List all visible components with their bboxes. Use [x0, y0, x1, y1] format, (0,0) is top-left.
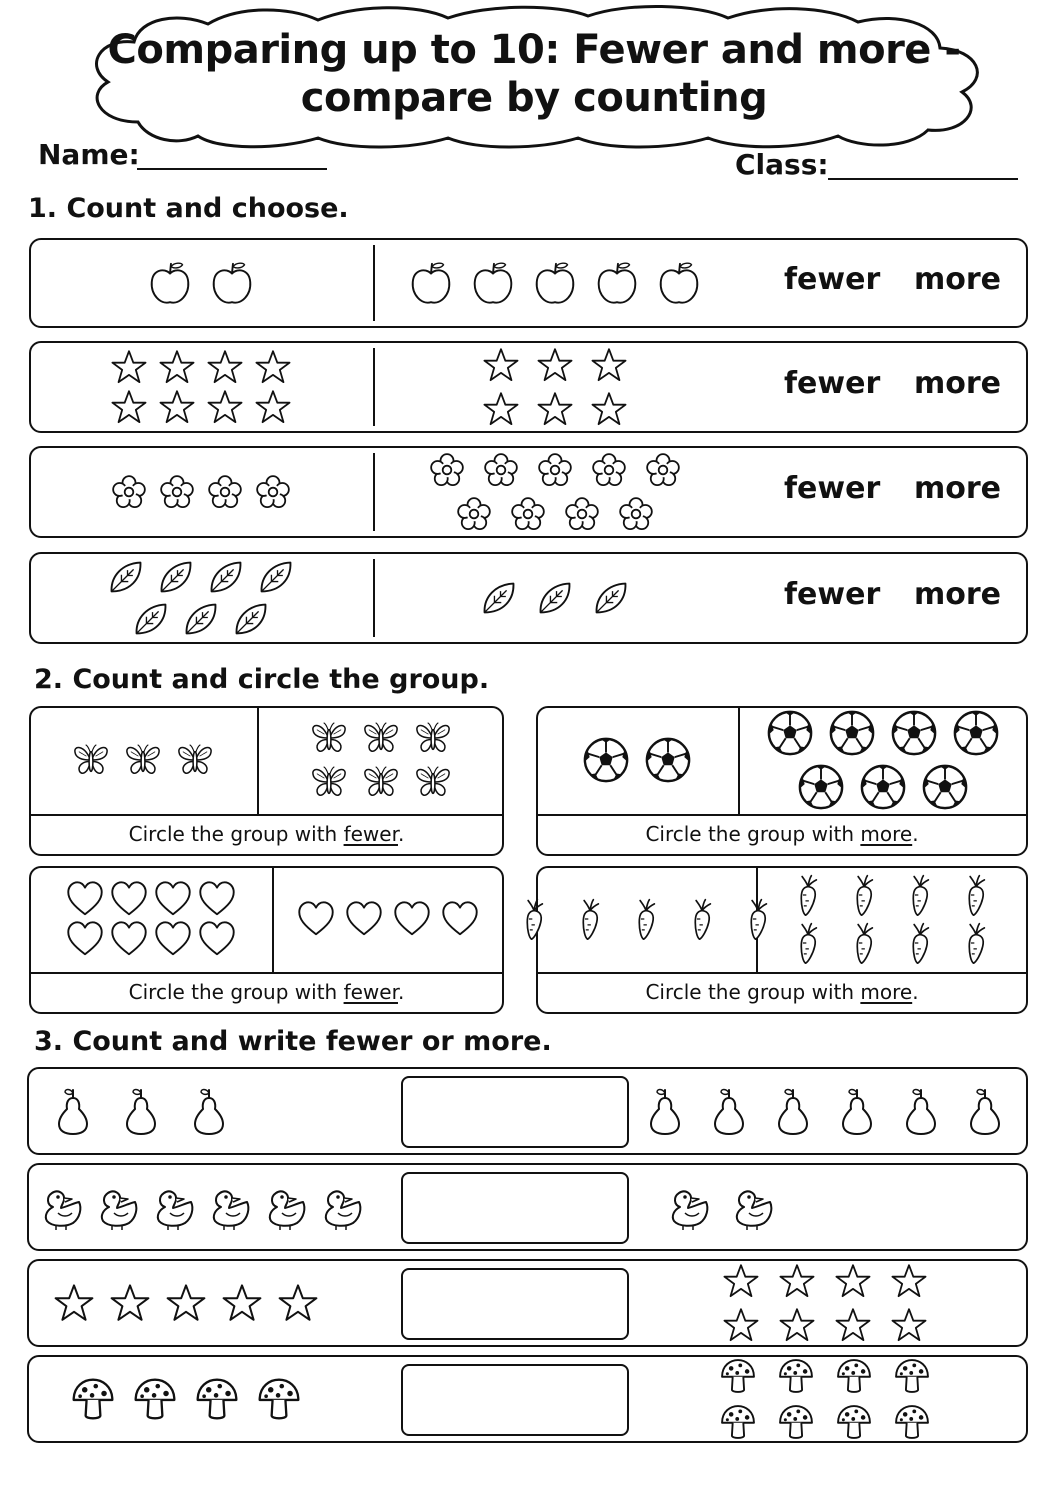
fewer-option[interactable]: fewer — [784, 366, 881, 401]
soccer-ball-icon — [859, 763, 907, 811]
instruction-target-word: more — [860, 822, 913, 846]
name-label: Name: — [38, 138, 140, 171]
butterfly-icon — [310, 763, 348, 801]
caption-divider — [536, 972, 1028, 974]
mushroom-icon — [132, 1376, 178, 1422]
star-icon — [779, 1307, 815, 1343]
mushroom-icon — [893, 1357, 931, 1395]
butterfly-icon — [362, 719, 400, 757]
heart-icon — [154, 920, 192, 958]
caption-divider — [29, 972, 504, 974]
duck-icon — [148, 1182, 198, 1232]
flower-icon — [111, 474, 147, 510]
class-field[interactable] — [828, 178, 1018, 180]
apple-icon — [469, 259, 517, 307]
instruction-period: . — [912, 980, 919, 1004]
heart-icon — [154, 880, 192, 918]
leaf-icon — [232, 600, 270, 638]
circle-instruction — [536, 822, 1028, 846]
pear-icon — [48, 1086, 98, 1136]
heart-icon — [297, 900, 335, 938]
butterfly-icon — [414, 763, 452, 801]
group-divider — [373, 559, 375, 637]
carrot-icon — [787, 874, 829, 916]
carrot-icon — [513, 898, 555, 940]
mushroom-icon — [256, 1376, 302, 1422]
star-icon — [111, 349, 147, 385]
carrot-icon — [955, 922, 997, 964]
pear-icon — [116, 1086, 166, 1136]
star-icon — [207, 389, 243, 425]
star-icon — [159, 389, 195, 425]
apple-icon — [531, 259, 579, 307]
mushroom-icon — [194, 1376, 240, 1422]
instruction-period: . — [912, 822, 919, 846]
page-title — [78, 26, 990, 122]
heart-icon — [66, 880, 104, 918]
instruction-target-word: fewer — [343, 980, 398, 1004]
pear-icon — [832, 1086, 882, 1136]
duck-icon — [316, 1182, 366, 1232]
flower-icon — [429, 452, 465, 488]
star-icon — [207, 349, 243, 385]
heart-icon — [110, 880, 148, 918]
soccer-ball-icon — [828, 709, 876, 757]
flower-icon — [510, 496, 546, 532]
instruction-text: Circle the group with — [128, 822, 344, 846]
carrot-icon — [681, 898, 723, 940]
star-icon — [54, 1283, 94, 1323]
page-title-line2: compare by counting — [300, 75, 768, 121]
answer-input-box[interactable] — [401, 1268, 629, 1340]
flower-icon — [645, 452, 681, 488]
duck-icon — [36, 1182, 86, 1232]
star-icon — [159, 349, 195, 385]
pear-icon — [704, 1086, 754, 1136]
soccer-ball-icon — [766, 709, 814, 757]
name-field[interactable] — [137, 168, 327, 170]
butterfly-icon — [310, 719, 348, 757]
section2-title: 2. Count and circle the group. — [34, 664, 490, 695]
apple-icon — [208, 259, 256, 307]
instruction-text: Circle the group with — [645, 822, 861, 846]
instruction-period: . — [397, 822, 405, 846]
answer-input-box[interactable] — [401, 1172, 629, 1244]
more-option[interactable]: more — [914, 471, 1002, 506]
leaf-icon — [132, 600, 170, 638]
mushroom-icon — [835, 1357, 873, 1395]
duck-icon — [92, 1182, 142, 1232]
leaf-icon — [182, 600, 220, 638]
pear-icon — [184, 1086, 234, 1136]
leaf-icon — [157, 558, 195, 596]
flower-icon — [618, 496, 654, 532]
star-icon — [110, 1283, 150, 1323]
more-option[interactable]: more — [914, 262, 1002, 297]
section1-title: 1. Count and choose. — [28, 193, 349, 224]
group-divider — [373, 348, 375, 426]
soccer-ball-icon — [644, 736, 692, 784]
star-icon — [483, 347, 519, 383]
star-icon — [255, 389, 291, 425]
pear-icon — [640, 1086, 690, 1136]
leaf-icon — [536, 579, 574, 617]
butterfly-icon — [124, 741, 162, 779]
star-icon — [779, 1263, 815, 1299]
soccer-ball-icon — [890, 709, 938, 757]
star-icon — [835, 1307, 871, 1343]
pear-icon — [768, 1086, 818, 1136]
mushroom-icon — [719, 1357, 757, 1395]
duck-icon — [663, 1182, 713, 1232]
pear-icon — [960, 1086, 1010, 1136]
star-icon — [166, 1283, 206, 1323]
apple-icon — [146, 259, 194, 307]
leaf-icon — [480, 579, 518, 617]
mushroom-icon — [893, 1403, 931, 1441]
star-icon — [891, 1307, 927, 1343]
more-option[interactable]: more — [914, 366, 1002, 401]
mushroom-icon — [70, 1376, 116, 1422]
more-option[interactable]: more — [914, 577, 1002, 612]
flower-icon — [591, 452, 627, 488]
star-icon — [723, 1263, 759, 1299]
flower-icon — [159, 474, 195, 510]
heart-icon — [198, 880, 236, 918]
apple-icon — [655, 259, 703, 307]
mushroom-icon — [835, 1403, 873, 1441]
flower-icon — [537, 452, 573, 488]
carrot-icon — [787, 922, 829, 964]
group-divider — [272, 868, 274, 972]
caption-divider — [536, 814, 1028, 816]
instruction-text: Circle the group with — [645, 980, 861, 1004]
duck-icon — [204, 1182, 254, 1232]
instruction-period: . — [397, 980, 405, 1004]
carrot-icon — [899, 874, 941, 916]
butterfly-icon — [414, 719, 452, 757]
soccer-ball-icon — [921, 763, 969, 811]
section3-title: 3. Count and write fewer or more. — [34, 1026, 552, 1057]
group-divider — [257, 708, 259, 814]
star-icon — [483, 391, 519, 427]
class-label: Class: — [735, 148, 829, 181]
duck-icon — [260, 1182, 310, 1232]
caption-divider — [29, 814, 504, 816]
butterfly-icon — [176, 741, 214, 779]
heart-icon — [345, 900, 383, 938]
star-icon — [537, 347, 573, 383]
apple-icon — [407, 259, 455, 307]
heart-icon — [441, 900, 479, 938]
soccer-ball-icon — [797, 763, 845, 811]
circle-instruction — [29, 822, 504, 846]
heart-icon — [393, 900, 431, 938]
carrot-icon — [625, 898, 667, 940]
carrot-icon — [899, 922, 941, 964]
circle-instruction — [29, 980, 504, 1004]
soccer-ball-icon — [952, 709, 1000, 757]
star-icon — [278, 1283, 318, 1323]
star-icon — [591, 347, 627, 383]
leaf-icon — [207, 558, 245, 596]
star-icon — [723, 1307, 759, 1343]
group-divider — [738, 708, 740, 814]
page-title-line1: Comparing up to 10: Fewer and more - — [107, 27, 961, 73]
heart-icon — [110, 920, 148, 958]
star-icon — [111, 389, 147, 425]
carrot-icon — [843, 922, 885, 964]
heart-icon — [66, 920, 104, 958]
instruction-text: Circle the group with — [128, 980, 344, 1004]
apple-icon — [593, 259, 641, 307]
leaf-icon — [107, 558, 145, 596]
mushroom-icon — [777, 1357, 815, 1395]
star-icon — [835, 1263, 871, 1299]
carrot-icon — [955, 874, 997, 916]
flower-icon — [207, 474, 243, 510]
group-divider — [373, 245, 375, 321]
duck-icon — [727, 1182, 777, 1232]
butterfly-icon — [362, 763, 400, 801]
mushroom-icon — [719, 1403, 757, 1441]
star-icon — [891, 1263, 927, 1299]
pear-icon — [896, 1086, 946, 1136]
leaf-icon — [592, 579, 630, 617]
flower-icon — [456, 496, 492, 532]
carrot-icon — [569, 898, 611, 940]
flower-icon — [564, 496, 600, 532]
star-icon — [222, 1283, 262, 1323]
soccer-ball-icon — [582, 736, 630, 784]
circle-instruction — [536, 980, 1028, 1004]
answer-input-box[interactable] — [401, 1364, 629, 1436]
answer-input-box[interactable] — [401, 1076, 629, 1148]
fewer-option[interactable]: fewer — [784, 471, 881, 506]
instruction-target-word: fewer — [343, 822, 398, 846]
leaf-icon — [257, 558, 295, 596]
fewer-option[interactable]: fewer — [784, 262, 881, 297]
star-icon — [537, 391, 573, 427]
instruction-target-word: more — [860, 980, 913, 1004]
mushroom-icon — [777, 1403, 815, 1441]
carrot-icon — [843, 874, 885, 916]
fewer-option[interactable]: fewer — [784, 577, 881, 612]
star-icon — [591, 391, 627, 427]
flower-icon — [255, 474, 291, 510]
group-divider — [373, 453, 375, 531]
heart-icon — [198, 920, 236, 958]
carrot-icon — [737, 898, 779, 940]
flower-icon — [483, 452, 519, 488]
star-icon — [255, 349, 291, 385]
butterfly-icon — [72, 741, 110, 779]
